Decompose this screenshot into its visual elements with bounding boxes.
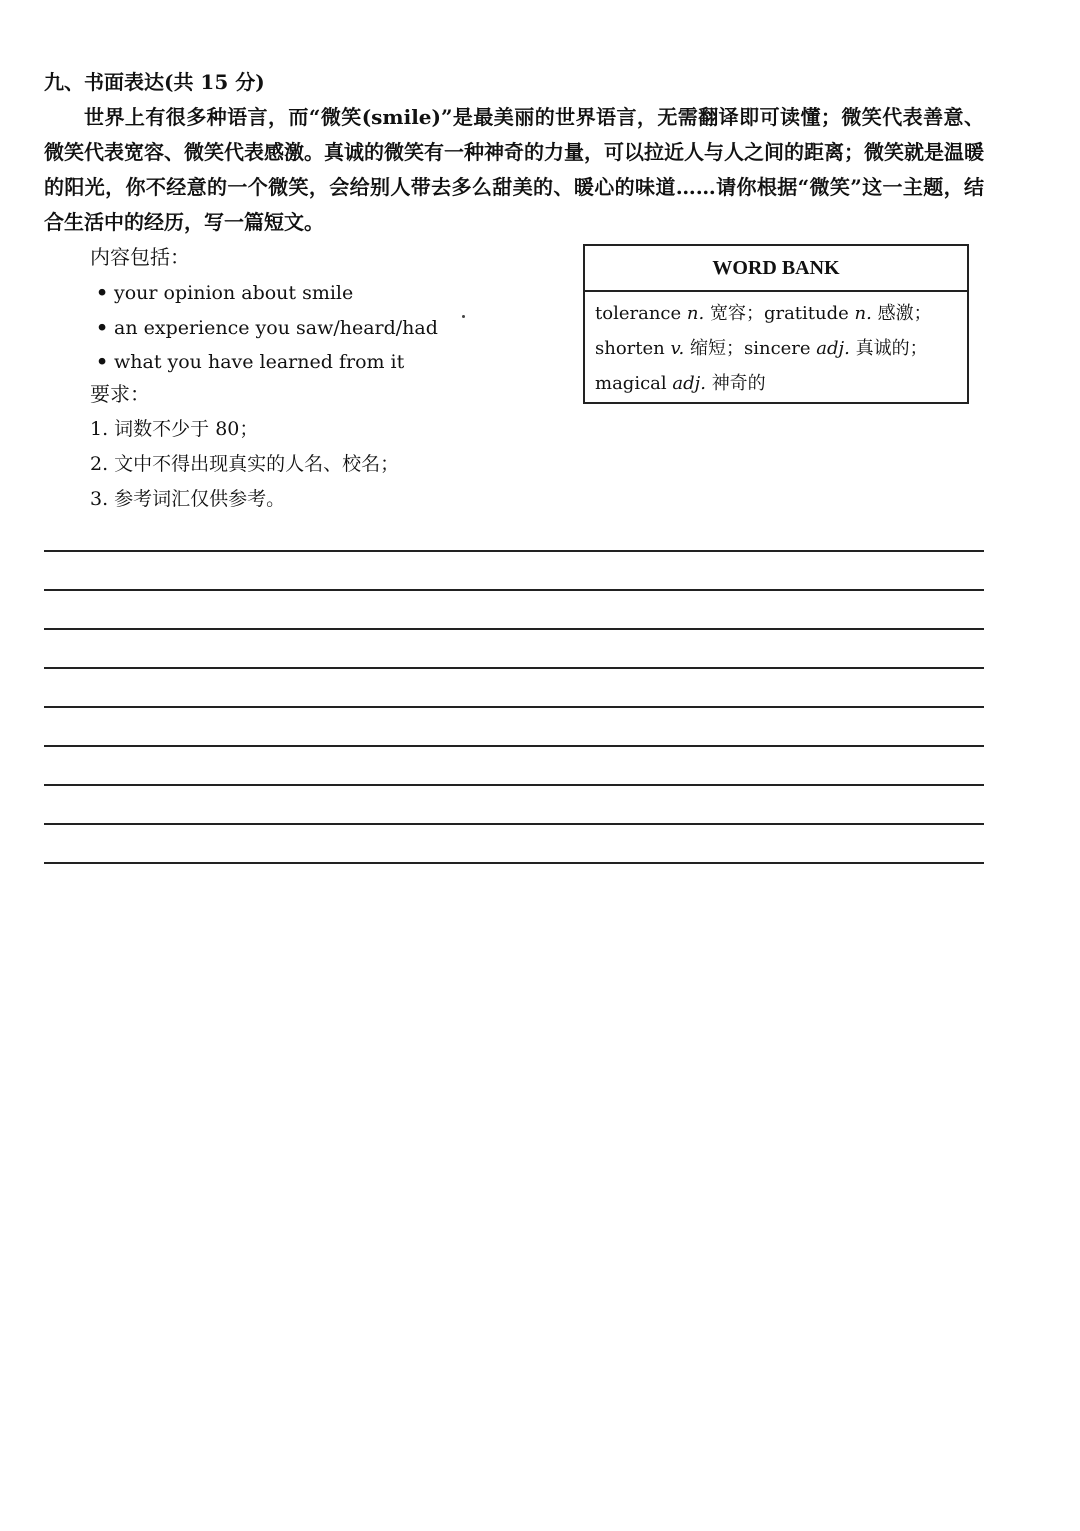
bullet-icon: • bbox=[96, 316, 109, 339]
word-entry: tolerance n. 宽容； bbox=[595, 303, 764, 324]
content-item-text: an experience you saw/heard/had bbox=[114, 316, 438, 339]
answer-line[interactable] bbox=[44, 745, 984, 747]
content-list bbox=[96, 276, 438, 380]
word-bank-title: WORD BANK bbox=[585, 246, 967, 292]
bullet-icon: • bbox=[96, 282, 109, 304]
list-item: 2. 文中不得出现真实的人名、校名； bbox=[90, 453, 400, 475]
word-entry: magical adj. 神奇的 bbox=[595, 373, 766, 394]
word-entry: sincere adj. 真诚的； bbox=[743, 338, 928, 359]
word-entry: shorten v. 缩短； bbox=[595, 338, 744, 359]
list-item bbox=[96, 311, 438, 346]
answer-line[interactable] bbox=[44, 550, 984, 552]
list-item: 3. 参考词汇仅供参考。 bbox=[90, 488, 286, 510]
word-bank-entries bbox=[585, 292, 967, 401]
word-bank-line bbox=[595, 331, 957, 366]
content-item-text: your opinion about smile bbox=[114, 282, 354, 304]
list-item bbox=[96, 276, 438, 311]
answer-line[interactable] bbox=[44, 784, 984, 786]
word-bank-line bbox=[595, 366, 957, 401]
answer-line[interactable] bbox=[44, 706, 984, 708]
answer-line[interactable] bbox=[44, 628, 984, 630]
stray-dot-mark bbox=[462, 315, 465, 318]
list-item bbox=[96, 345, 438, 380]
answer-line[interactable] bbox=[44, 589, 984, 591]
answer-line[interactable] bbox=[44, 823, 984, 825]
requirements-list bbox=[90, 412, 399, 517]
content-label: 内容包括： bbox=[90, 245, 190, 269]
word-bank-box bbox=[583, 244, 969, 404]
answer-line[interactable] bbox=[44, 862, 984, 864]
word-bank-line bbox=[595, 296, 957, 331]
list-item: 1. 词数不少于 80； bbox=[90, 418, 259, 440]
writing-prompt: 世界上有很多种语言，而“微笑(smile)”是最美丽的世界语言，无需翻译即可读懂；微笑代表善意、微笑代表宽容、微笑代表感激。真诚的微笑有一种神奇的力量，可以拉近人与人之间的距离；微笑就是温暖的阳光，你不经意的一个微笑，会给别人带去多么甜美的、暖心的味道……请你根据“微笑”这一主题，结合生活中的经历，写一篇短文。 bbox=[44, 105, 984, 234]
answer-writing-area[interactable] bbox=[44, 550, 984, 901]
bullet-icon: • bbox=[96, 351, 109, 373]
section-title: 九、书面表达(共 15 分) bbox=[44, 70, 265, 94]
word-entry: gratitude n. 感激； bbox=[763, 303, 932, 324]
requirements-label: 要求： bbox=[90, 382, 150, 406]
content-item-text: what you have learned from it bbox=[114, 351, 405, 373]
answer-line[interactable] bbox=[44, 667, 984, 669]
